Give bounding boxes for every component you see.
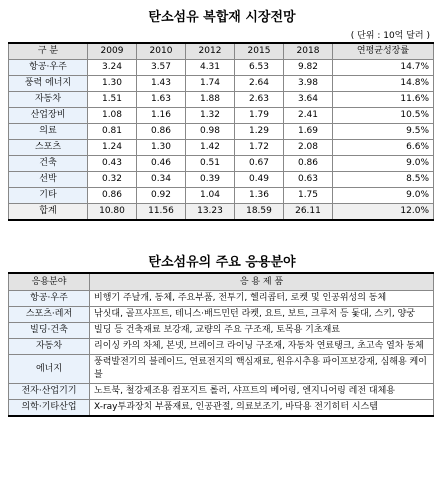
header-field: 응용분야 [9, 273, 90, 291]
value-cell: 1.74 [186, 76, 235, 92]
header-category: 구 분 [9, 43, 88, 60]
application-field-cell: 자동차 [9, 339, 90, 355]
application-field-cell: 의학·기타산업 [9, 400, 90, 417]
application-products-cell: 빌딩 등 건축재료 보강재, 교량의 주요 구조재, 토목용 기초재료 [90, 323, 434, 339]
application-field-cell: 항공·우주 [9, 291, 90, 307]
value-cell: 0.34 [137, 172, 186, 188]
value-cell: 1.51 [88, 92, 137, 108]
value-cell: 26.11 [284, 204, 333, 221]
header-year-2015: 2015 [235, 43, 284, 60]
growth-rate-cell: 6.6% [333, 140, 434, 156]
value-cell: 18.59 [235, 204, 284, 221]
growth-rate-cell: 9.5% [333, 124, 434, 140]
value-cell: 1.24 [88, 140, 137, 156]
value-cell: 1.30 [137, 140, 186, 156]
applications-table [8, 272, 434, 417]
value-cell: 3.64 [284, 92, 333, 108]
market-table-title: 탄소섬유 복합재 시장전망 [148, 10, 296, 25]
value-cell: 0.43 [88, 156, 137, 172]
header-products: 응 용 제 품 [90, 273, 434, 291]
value-cell: 3.57 [137, 60, 186, 76]
value-cell: 0.86 [284, 156, 333, 172]
application-row [9, 384, 434, 400]
value-cell: 1.43 [137, 76, 186, 92]
category-cell: 기타 [9, 188, 88, 204]
value-cell: 1.32 [186, 108, 235, 124]
application-products-cell: X-ray투과장치 부품재료, 인공관절, 의료보조기, 바닥용 전기히터 시스템 [90, 400, 434, 417]
header-growth-rate: 연평균성장률 [333, 43, 434, 60]
growth-rate-cell: 14.7% [333, 60, 434, 76]
value-cell: 1.36 [235, 188, 284, 204]
value-cell: 0.67 [235, 156, 284, 172]
header-year-2010: 2010 [137, 43, 186, 60]
value-cell: 10.80 [88, 204, 137, 221]
value-cell: 0.81 [88, 124, 137, 140]
value-cell: 1.16 [137, 108, 186, 124]
application-products-cell: 낚싯대, 골프샤프트, 테니스·배드민턴 라켓, 요트, 보트, 크루저 등 돛대, 스키, 양궁 [90, 307, 434, 323]
value-cell: 13.23 [186, 204, 235, 221]
market-forecast-table [8, 42, 434, 221]
value-cell: 9.82 [284, 60, 333, 76]
value-cell: 1.79 [235, 108, 284, 124]
value-cell: 2.63 [235, 92, 284, 108]
application-row [9, 339, 434, 355]
value-cell: 1.08 [88, 108, 137, 124]
value-cell: 1.69 [284, 124, 333, 140]
total-row [9, 204, 434, 221]
value-cell: 1.63 [137, 92, 186, 108]
market-row [9, 156, 434, 172]
market-row [9, 108, 434, 124]
application-field-cell: 스포츠·레저 [9, 307, 90, 323]
value-cell: 1.42 [186, 140, 235, 156]
growth-rate-cell: 11.6% [333, 92, 434, 108]
applications-header-row [9, 273, 434, 291]
market-row [9, 188, 434, 204]
application-row [9, 355, 434, 384]
growth-rate-cell: 10.5% [333, 108, 434, 124]
category-cell: 건축 [9, 156, 88, 172]
value-cell: 0.32 [88, 172, 137, 188]
header-year-2009: 2009 [88, 43, 137, 60]
value-cell: 1.72 [235, 140, 284, 156]
category-cell: 풍력 에너지 [9, 76, 88, 92]
growth-rate-cell: 14.8% [333, 76, 434, 92]
application-row [9, 400, 434, 417]
application-field-cell: 전자·산업기기 [9, 384, 90, 400]
value-cell: 1.29 [235, 124, 284, 140]
application-field-cell: 빌딩·건축 [9, 323, 90, 339]
value-cell: 0.63 [284, 172, 333, 188]
growth-rate-cell: 12.0% [333, 204, 434, 221]
value-cell: 3.98 [284, 76, 333, 92]
market-row [9, 92, 434, 108]
value-cell: 4.31 [186, 60, 235, 76]
market-row [9, 140, 434, 156]
value-cell: 2.41 [284, 108, 333, 124]
value-cell: 0.86 [88, 188, 137, 204]
value-cell: 2.64 [235, 76, 284, 92]
category-cell: 산업장비 [9, 108, 88, 124]
growth-rate-cell: 8.5% [333, 172, 434, 188]
applications-table-title: 탄소섬유의 주요 응용분야 [148, 255, 296, 270]
application-products-cell: 노트북, 철강제조용 컴포지트 롤러, 샤프트의 베어링, 엔지니어링 레전 대체용 [90, 384, 434, 400]
growth-rate-cell: 9.0% [333, 156, 434, 172]
category-cell: 항공·우주 [9, 60, 88, 76]
header-year-2012: 2012 [186, 43, 235, 60]
value-cell: 0.92 [137, 188, 186, 204]
application-row [9, 291, 434, 307]
value-cell: 0.39 [186, 172, 235, 188]
application-field-cell: 에너지 [9, 355, 90, 384]
growth-rate-cell: 9.0% [333, 188, 434, 204]
unit-note: ( 단위 : 10억 달러 ) [350, 31, 430, 41]
application-products-cell: 풍력발전기의 블레이드, 연료전지의 핵심재료, 원유시추용 파이프보강재, 심해용 케이블 [90, 355, 434, 384]
value-cell: 1.04 [186, 188, 235, 204]
value-cell: 6.53 [235, 60, 284, 76]
market-row [9, 172, 434, 188]
value-cell: 2.08 [284, 140, 333, 156]
application-row [9, 307, 434, 323]
value-cell: 0.49 [235, 172, 284, 188]
category-cell: 의료 [9, 124, 88, 140]
category-cell: 자동차 [9, 92, 88, 108]
application-products-cell: 비행기 주날개, 동체, 주요부품, 전투기, 헬리콥터, 로켓 및 인공위성의 동체 [90, 291, 434, 307]
value-cell: 0.46 [137, 156, 186, 172]
value-cell: 0.98 [186, 124, 235, 140]
value-cell: 1.30 [88, 76, 137, 92]
category-cell: 스포츠 [9, 140, 88, 156]
header-year-2018: 2018 [284, 43, 333, 60]
value-cell: 1.88 [186, 92, 235, 108]
value-cell: 3.24 [88, 60, 137, 76]
value-cell: 1.75 [284, 188, 333, 204]
market-header-row [9, 43, 434, 60]
value-cell: 0.86 [137, 124, 186, 140]
market-row [9, 76, 434, 92]
application-products-cell: 리이싱 카의 차체, 본넷, 브레이크 라이닝 구조재, 자동차 연료탱크, 초고속 열차 동체 [90, 339, 434, 355]
value-cell: 11.56 [137, 204, 186, 221]
market-row [9, 60, 434, 76]
category-cell: 선박 [9, 172, 88, 188]
category-cell: 합계 [9, 204, 88, 221]
market-row [9, 124, 434, 140]
value-cell: 0.51 [186, 156, 235, 172]
application-row [9, 323, 434, 339]
